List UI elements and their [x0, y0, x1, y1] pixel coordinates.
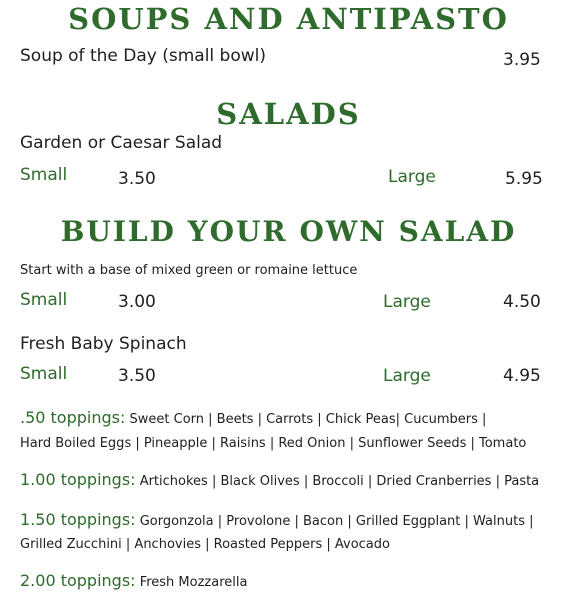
- toppings-050-label: .50 toppings:: [20, 408, 126, 427]
- build-large-label: Large: [383, 292, 431, 312]
- soup-item-price: 3.95: [503, 50, 541, 70]
- toppings-150-items-1: Gorgonzola | Provolone | Bacon | Grilled Eggplant | Walnuts |: [135, 514, 534, 529]
- salad-large-price: 5.95: [505, 169, 543, 189]
- toppings-100-line: [20, 470, 539, 489]
- spinach-large-label: Large: [383, 366, 431, 386]
- spinach-small-price: 3.50: [118, 366, 156, 386]
- salad-large-label: Large: [388, 167, 436, 187]
- build-heading: BUILD YOUR OWN SALAD: [60, 215, 517, 248]
- spinach-item-name: Fresh Baby Spinach: [20, 334, 187, 354]
- build-base-note: Start with a base of mixed green or romaine lettuce: [20, 263, 358, 278]
- toppings-150-items-2: Grilled Zucchini | Anchovies | Roasted Peppers | Avocado: [20, 537, 390, 552]
- salad-small-label: Small: [20, 165, 68, 185]
- salad-small-price: 3.50: [118, 169, 156, 189]
- toppings-200-line: [20, 571, 247, 590]
- toppings-200-label: 2.00 toppings:: [20, 571, 136, 590]
- toppings-100-label: 1.00 toppings:: [20, 470, 136, 489]
- toppings-050-items-1: Sweet Corn | Beets | Carrots | Chick Peas| Cucumbers |: [125, 412, 487, 427]
- toppings-050-items-2: Hard Boiled Eggs | Pineapple | Raisins | Red Onion | Sunflower Seeds | Tomato: [20, 436, 527, 451]
- salad-item-name: Garden or Caesar Salad: [20, 133, 223, 153]
- toppings-100-items: Artichokes | Black Olives | Broccoli | Dried Cranberries | Pasta: [135, 474, 540, 489]
- build-large-price: 4.50: [503, 292, 541, 312]
- soups-heading: SOUPS AND ANTIPASTO: [68, 2, 509, 36]
- build-small-label: Small: [20, 290, 68, 310]
- spinach-small-label: Small: [20, 364, 68, 384]
- toppings-150-label: 1.50 toppings:: [20, 510, 136, 529]
- toppings-200-items: Fresh Mozzarella: [135, 575, 248, 590]
- soup-item-name: Soup of the Day (small bowl): [20, 46, 266, 66]
- build-small-price: 3.00: [118, 292, 156, 312]
- spinach-large-price: 4.95: [503, 366, 541, 386]
- salads-heading: SALADS: [216, 97, 361, 131]
- toppings-050-line1: [20, 408, 486, 427]
- toppings-150-line1: [20, 510, 534, 529]
